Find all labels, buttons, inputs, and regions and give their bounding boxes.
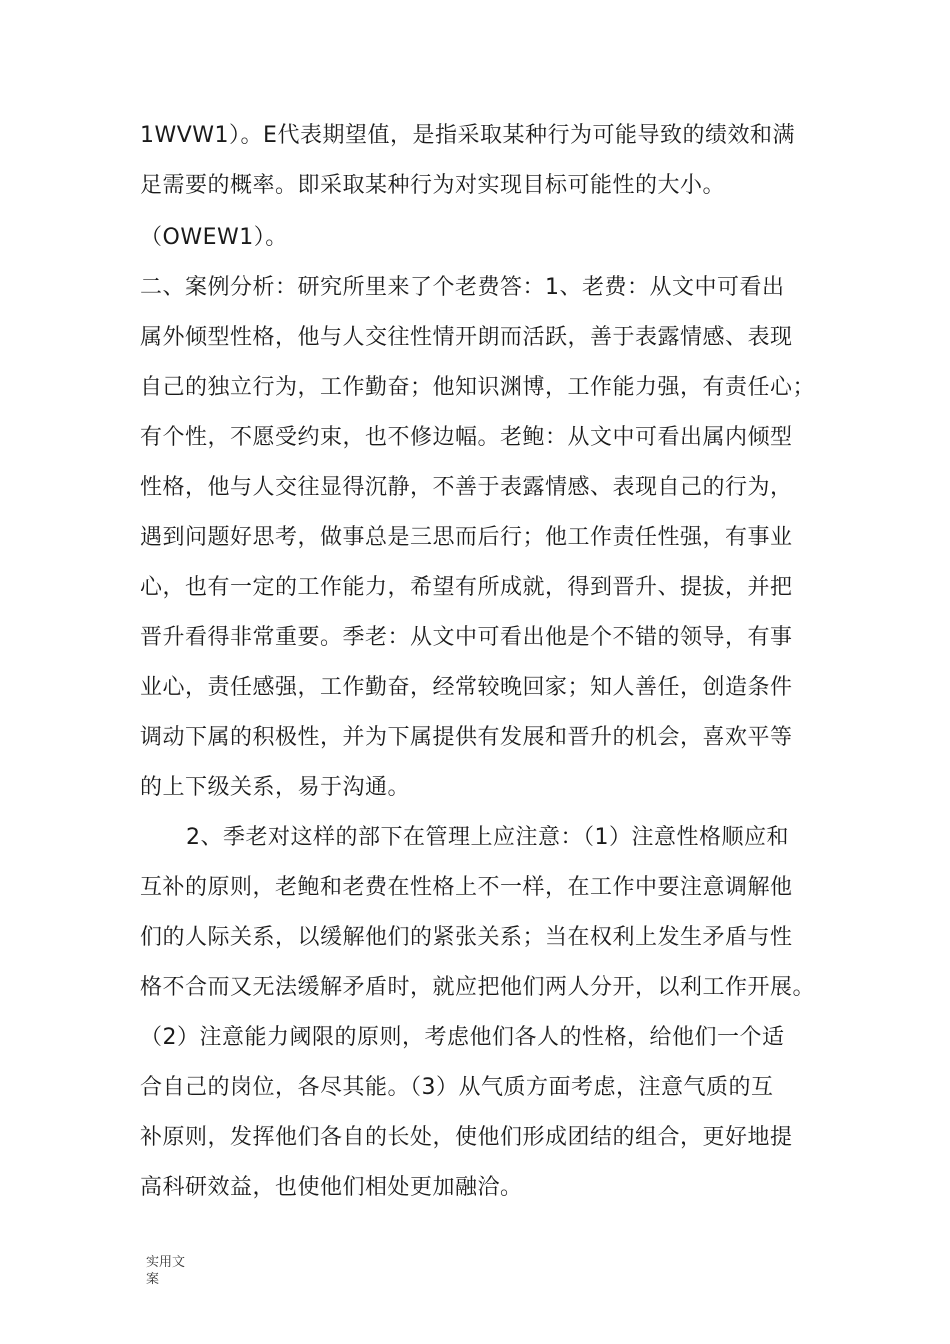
text-line: 二、案例分析：研究所里来了个老费答：1、老费：从文中可看出	[140, 275, 785, 300]
text-line: 遇到问题好思考，做事总是三思而后行；他工作责任性强，有事业	[140, 525, 793, 550]
text-line: 们的人际关系，以缓解他们的紧张关系；当在权利上发生矛盾与性	[140, 925, 793, 950]
text-line: 格不合而又无法缓解矛盾时，就应把他们两人分开，以利工作开展。	[140, 975, 816, 1000]
text-line: （2）注意能力阈限的原则，考虑他们各人的性格，给他们一个适	[140, 1025, 785, 1050]
text-line: 高科研效益，也使他们相处更加融洽。	[140, 1175, 523, 1200]
text-line: 1WVW1）。E代表期望值，是指采取某种行为可能导致的绩效和满	[140, 123, 795, 148]
text-line: 晋升看得非常重要。季老：从文中可看出他是个不错的领导，有事	[140, 625, 793, 650]
text-line: 性格，他与人交往显得沉静，不善于表露情感、表现自己的行为，	[140, 475, 793, 500]
text-line: 2、季老对这样的部下在管理上应注意：（1）注意性格顺应和	[186, 825, 789, 850]
text-line: 业心，责任感强，工作勤奋，经常较晚回家；知人善任，创造条件	[140, 675, 793, 700]
text-line: （OWEW1）。	[140, 225, 288, 250]
text-line: 补原则，发挥他们各自的长处，使他们形成团结的组合，更好地提	[140, 1125, 793, 1150]
text-line: 属外倾型性格，他与人交往性情开朗而活跃，善于表露情感、表现	[140, 325, 793, 350]
text-line: 有个性，不愿受约束，也不修边幅。老鲍：从文中可看出属内倾型	[140, 425, 793, 450]
footer-label: 案	[146, 1272, 160, 1287]
footer-label: 实用文	[146, 1255, 186, 1270]
text-line: 自己的独立行为，工作勤奋；他知识渊博，工作能力强，有责任心；	[140, 375, 816, 400]
text-line: 心，也有一定的工作能力，希望有所成就，得到晋升、提拔，并把	[140, 575, 793, 600]
text-line: 互补的原则，老鲍和老费在性格上不一样，在工作中要注意调解他	[140, 875, 793, 900]
text-line: 调动下属的积极性，并为下属提供有发展和晋升的机会，喜欢平等	[140, 725, 793, 750]
page-footer	[146, 1254, 206, 1288]
text-line: 的上下级关系，易于沟通。	[140, 775, 411, 800]
text-line: 足需要的概率。即采取某种行为对实现目标可能性的大小。	[140, 173, 726, 198]
text-line: 合自己的岗位，各尽其能。（3）从气质方面考虑，注意气质的互	[140, 1075, 774, 1100]
